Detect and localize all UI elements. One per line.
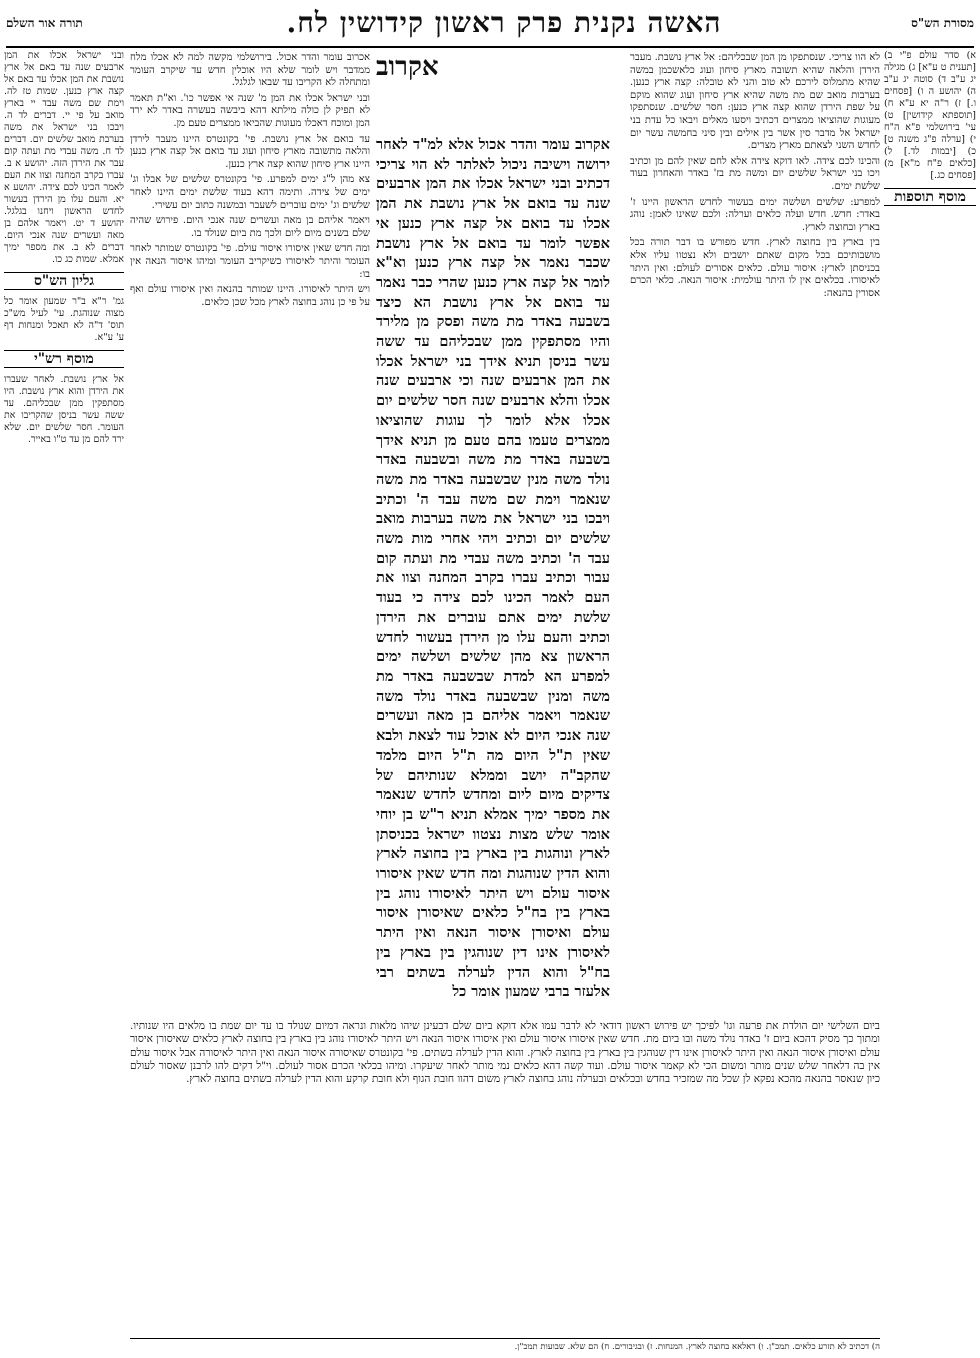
tosafot-paragraph: ויאמר אליהם בן מאה ועשרים שנה אנכי היום. פירוש שהיה שלם בשנים מיום ליום ולכך מת ביום שנולד בו. xyxy=(130,215,370,239)
margin-right-references xyxy=(884,50,976,1345)
daf-number: לח. xyxy=(286,6,329,39)
tosafot-commentary xyxy=(130,52,370,1017)
tractate-title: האשה נקנית פרק ראשון קידושין xyxy=(339,6,722,39)
header-divider xyxy=(6,46,974,48)
rashi-paragraph: והכינו לכם צידה. לאו דוקא צידה אלא לחם שאין להם מן וכתיב ויכו בני ישראל שלשים יום ומשה מת בז' באדר והאחרון בעוד שלשת ימים. xyxy=(630,155,880,192)
bottom-commentary: ביום השלישי יום הולדת את פרעה וגו' לפיכך יש פירוש ראשון דודאי לא לדבר עמו אלא דוקא ביום שלם דבעינן שיהו מלאות ונראה דמיום שנולד בו עד יום שמת בו מלאים היו שנותיו. ומתוך כך מסיק דהכא ביום ז' באדר נולד משה ובו ביום מת. חדש שאין איסורו איסור עולם ואין איסורו איסור הנאה ויש היתר לאיסורו נוהג בין בארץ בין בחוצה לארץ כלאים שאיסורן איסור עולם ואיסורן איסור הנאה ואין היתר לאיסורן אינו דין שנוהגין בין בארץ בין בחוצה לארץ. והוא הדין לערלה בשתים. פי' בקונטרס שאיסורה איסור הנאה ואין היתר לאיסורה אבל איסור עולם אין בה דלאחר שלש שנים מותר ומשום הכי לא קאמר איסור עולם. ועוד קשה דהא כלאים נמי מותר לאחר שיעקרו. ומיהו בכלאי הכרם אסור לעולם. וי"ל דקים להו לרבנן שאסור לעולם כיון שנאסר בהנאה מהכא נפקא לן שכל מה שמזכיר בחדש ובכלאים ובערלה נוהג בחוצה לארץ משום דהוו חובת הגוף ולא חובת קרקע והוא הדין לערלה בשתים בחוצה לארץ. xyxy=(130,1020,880,1086)
tosafot-paragraph: אכרוב עומר והדר אכול. בירושלמי מקשה למה לא אכלו מלח ממדבר ויש לומר שלא היו אוכלין חדש עד שיקרב העומר ומתחלה לא הקריבו עד שבאו לגלגל. xyxy=(130,52,370,89)
gemara-opener xyxy=(376,52,610,132)
tosafot-paragraph: עד בואם אל ארץ נושבת. פי' בקונטרס היינו מעבר לירדן והלאה מתשובה מארץ סיחון ועוג עד בואם אל קצה ארץ כנען היינו ארץ סיחון שהוא קצה ארץ כנען. xyxy=(130,133,370,170)
rashi-paragraph: לא הוו צריכי. שנסתפקו מן המן שבכליהם: אל ארץ נושבת. מעבר הירדן והלאה שהיא תשובה מארץ סיחון ועוג כלאשכמן במשה שהיא מתמלוס לירכם לא טוב והני לא טובלה: קצה ארץ כנען. בערבות מואב שם מת משה שהיא ארץ סיחון ועוג שהוא מוקם על שפת הירדן שהוא קצה ארץ כנען: חסר שלשים. שנסתפקו מעוגות שהוציאו ממצרים דכתיב ויסעו מאלים ויבאו כל עדת בני ישראל אל מדבר סין אשר בין אילים ובין סיני בחמשה עשר יום לחדש השני לצאתם מארץ מצרים. xyxy=(630,52,880,152)
tosafot-paragraph: ומה חדש שאין איסורו איסור עולם. פי' בקונטרס שמותר לאחר העומר והיתר לאיסורו כשיקריב העומר ומיהו איסור הנאה אין בו: xyxy=(130,243,370,280)
header-left-label: תורה אור השלם xyxy=(6,16,83,30)
opener-word: אקרוב xyxy=(376,52,439,82)
musaf-rashi-text: אל ארץ נושבת. לאחר שעברו את הירדן והוא ארץ נושבת. היו מסתפקין ממן שבכליהם. עד ששה עשר בניסן שהקריבו את העומר. חסר שלשים יום. שלא ירד להם מן עד ט"ו באייר. xyxy=(4,374,124,445)
torah-or-verses: ובני ישראל אכלו את המן ארבעים שנה עד באם אל ארץ נושבת את המן אכלו עד באם אל קצה ארץ כנען. שמות טז לה. וימת שם משה עבד יי בארץ מואב על פי יי. דברים לד ה. ויבכו בני ישראל את משה בערבת מואב שלשים יום. דברים לד ח. משה עבדי מת ועתה קום עבר את הירדן הזה. יהושע א ב. עברו בקרב המחנה וצוו את העם לאמר הכינו לכם צידה. יהושע א יא. והעם עלו מן הירדן בעשור לחדש הראשון ויחנו בגלגל. יהושע ד יט. ויאמר אלהם בן מאה ועשרים שנה אנכי היום. דברים לא ב. את מספר ימיך אמלא. שמות כג כו. xyxy=(4,50,124,265)
margin-right-text: א) סדר עולם פ"י ב) [תענית ט ע"א] ג) מגילה יג ע"ב ד) סוטה יג ע"ב ה) יהושע ה ו) [פסחים ו.] ז) ר"ה יא ע"א ח) [תוספתא קידושין] ט) עי' בירושלמי פ"א ה"ח י) [ערלה פ"ג משנה ט] כ) [יבמות לד.] ל) [כלאים פ"ח מ"א] מ) [פסחים כג.] xyxy=(884,50,976,181)
rashi-paragraph: בין בארץ בין בחוצה לארץ. חדש מפורש בו דבר תורה בכל מושבותיכם בכל מקום שאתם יושבים ולא נצטוו עליו אלא בכניסתן לארץ: איסור עולם. כלאים אסורים לעולם: ואין היתר לאיסורו. בכלאים אין לו היתר עולמית: איסור הנאה. כלאי הכרם אסורין בהנאה: xyxy=(630,237,880,299)
margin-left-references xyxy=(4,50,124,1345)
page-title xyxy=(6,6,974,40)
tosafot-paragraph: צא מהן ל"ג ימים למפרע. פי' בקונטרס שלשים של אבלו וג' ימים של צידה. ותימה דהא בעוד שלשת ימים היינו לאחר שלשים וג' ימים עוברים לשעבר ובמשנה כתוב יום עשירי. xyxy=(130,174,370,211)
margin-right-heading: מוסף תוספות xyxy=(884,188,976,206)
footnotes: ה) דכתיב לא תזרע כלאים. תמכ"ן. ו) דאלאא בחוצה לארץ. המנחות. ז) ובגיבורים. ח) הם שלא. שבועות תמכ"ן. xyxy=(130,1338,880,1352)
gilyon-heading: גליון הש"ס xyxy=(4,272,124,290)
gilyon-text: גמ' ר"א ב"ר שמעון אומר כל מצוה שנוהגת. עי' לעיל מש"כ תוס' ד"ה לא תאכל ומנחות דף ע' ע"א. xyxy=(4,296,124,343)
musaf-rashi-heading: מוסף רש"י xyxy=(4,350,124,368)
rashi-paragraph: למפרע: שלשים ושלשה ימים בעשור לחדש הראשון היינו ז' באדר: חדש. חדש ועלה כלאים וערלה: ולכם שאינו לאמן: נוהג בארץ ובחוצה לארץ. xyxy=(630,196,880,233)
rashi-commentary xyxy=(630,52,880,1017)
tosafot-paragraph: ויש היתר לאיסורו. היינו שמותר בהנאה ואין איסורו עולם ואף על פי כן נוהג בחוצה לארץ מכל שכן כלאים. xyxy=(130,284,370,308)
tosafot-paragraph: ובני ישראל אכלו את המן מ' שנה אי אפשר כו'. וא"ת תאמר לא תפיק לן כולה מילתא דהא ביבשה בעשרה באדר לא ירד המן ומוכח דאכלו מעוגות שהביאו ממצרים טעם מן. xyxy=(130,92,370,129)
header-right-label: מסורת הש"ס xyxy=(911,16,974,30)
page-header xyxy=(6,6,974,46)
gemara-text: אקרוב עומר והדר אכול אלא למ"ד לאחר ירושה וישיבה ניכול לאלתר לא הוי צריכי דכתיב ובני ישראל אכלו את המן ארבעים שנה עד בואם אל ארץ נושבת את המן אכלו עד בואם אל קצה ארץ כנען אי אפשר לומר עד בואם אל ארץ נושבת שכבר נאמר אל קצה ארץ כנען וא"א לומר אל קצה ארץ כנען שהרי כבר נאמר עד בואם אל ארץ נושבת הא כיצד בשבעה באדר מת משה ופסק מן מלירד והיו מסתפקין ממן שבכליהם עד ששה עשר בניסן תניא אידך בני ישראל אכלו את המן ארבעים שנה וכי ארבעים שנה אכלו והלא ארבעים שנה חסר שלשים יום אכלו אלא לומר לך עוגות שהוציאו ממצרים טעמו בהם טעם מן תניא אידך בשבעה באדר מת משה ובשבעה באדר נולד משה מנין שבשבעה באדר מת משה שנאמר וימת שם משה עבד ה' וכתיב ויבכו בני ישראל את משה בערבות מואב שלשים יום וכתיב ויהי אחרי מות משה עבד ה' וכתיב משה עבדי מת ועתה קום עבור וכתיב עברו בקרב המחנה וצוו את העם לאמר הכינו לכם צידה כי בעוד שלשת ימים אתם עוברים את הירדן וכתיב והעם עלו מן הירדן בעשור לחדש הראשון צא מהן שלשים ושלשה ימים למפרע הא למדת שבשבעה באדר מת משה ומנין שבשבעה באדר נולד משה שנאמר ויאמר אליהם בן מאה ועשרים שנה אנכי היום לא אוכל עוד לצאת ולבא שאין ת"ל היום מה ת"ל היום מלמד שהקב"ה יושב וממלא שנותיהם של צדיקים מיום ליום ומחדש לחדש שנאמר את מספר ימיך אמלא תניא ר"ש בן יוחי אומר שלש מצות נצטוו ישראל בכניסתן לארץ ונוהגות בין בארץ בין בחוצה לארץ והוא הדין שנוהגות ומה חדש שאין איסורו איסור עולם ויש היתר לאיסורו נוהג בין בארץ בין בח"ל כלאים שאיסורן איסור עולם ואיסורן איסור הנאה ואין היתר לאיסורן אינו דין שנוהגין בין בארץ בין בח"ל והוא הדין לערלה בשתים רבי אלעזר ברבי שמעון אומר כל xyxy=(376,136,610,1001)
